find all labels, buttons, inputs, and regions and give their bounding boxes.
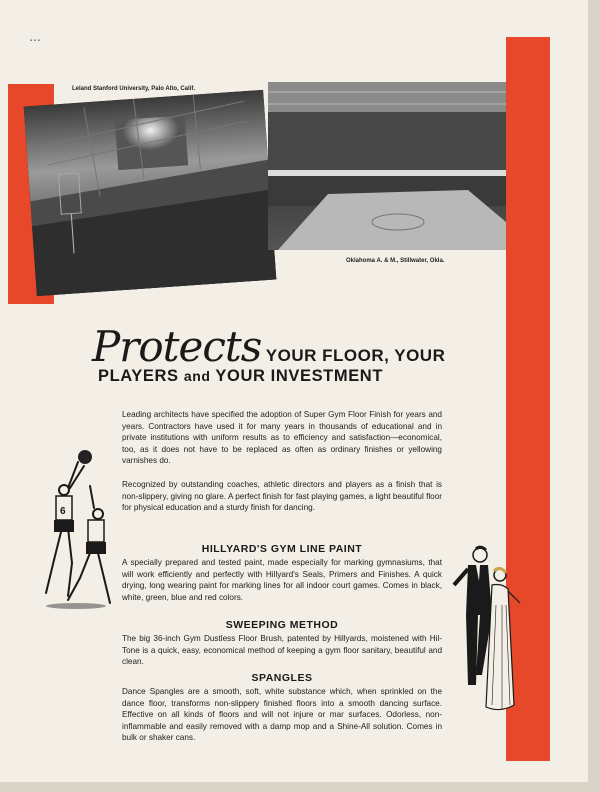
oklahoma-arena-image xyxy=(268,82,506,250)
headline xyxy=(92,322,452,386)
headline-and: and xyxy=(183,368,211,384)
stanford-gym-image xyxy=(24,90,277,296)
intro-paragraph-2: Recognized by outstanding coaches, athletic directors and players as a finish that is non-slippery, giving no glare. A perfect finish for fast playing games, a light beautiful floor for physical education and a sturdy finish for dancing. xyxy=(122,480,442,513)
intro-paragraph-1: Leading architects have specified the adoption of Super Gym Floor Finish for years and years. Contractors have used it for many years in thousands of educational and in private institutions with uniform results as to efficiency and satisfaction—economical, too, as it does not have to be replaced as often as ordinary finishes or yellowing varnishes do. xyxy=(122,410,442,466)
section-body-gym-line-paint: A specially prepared and tested paint, made especially for marking gymnasiums, that will work efficiently and perfectly with Hillyard's Seals, Primers and Finishes. A quick drying, long wearing paint for marking lines for all indoor court games. Comes in black, white, green, blue and red colors. xyxy=(122,558,442,602)
right-photo-caption: Oklahoma A. & M., Stillwater, Okla. xyxy=(346,258,445,264)
basketball-players-illustration xyxy=(28,448,120,616)
headline-investment: YOUR INVESTMENT xyxy=(215,367,384,385)
section-title-spangles: SPANGLES xyxy=(251,672,313,684)
section-title-gym-line-paint: HILLYARD'S GYM LINE PAINT xyxy=(201,543,363,555)
headline-script-word: Protects xyxy=(92,322,262,371)
headline-line-2 xyxy=(92,367,452,386)
jersey-number: 6 xyxy=(60,506,66,517)
section-body-spangles: Dance Spangles are a smooth, soft, white substance which, when sprinkled on the dance floor, transforms non-slippery finished floors into a smooth dancing surface. Effective on all kinds of floors and will not injure or mar surfaces. Odorless, non-inflammable and easily removed with a damp mop and a Shine-All solution. Comes in bulk or shaker cans. xyxy=(122,687,442,743)
dancing-couple-illustration xyxy=(448,545,526,720)
print-marks: ▪ ▪ ▪ xyxy=(30,38,40,44)
headline-players: PLAYERS xyxy=(98,367,179,385)
basketball-icon xyxy=(78,450,92,464)
headline-line-1: YOUR FLOOR, YOUR xyxy=(265,346,446,365)
section-body-sweeping-method: The big 36-inch Gym Dustless Floor Brush, patented by Hillyards, moistened with Hil-Tone is a quick, easy, economical method of keeping a gym floor sanitary, beautiful and clean. xyxy=(122,634,442,667)
stanford-gym-photo xyxy=(24,90,277,296)
section-title-sweeping-method: SWEEPING METHOD xyxy=(225,619,339,631)
left-photo-caption: Leland Stanford University, Palo Alto, Calif. xyxy=(72,86,196,92)
oklahoma-arena-photo xyxy=(268,82,506,250)
